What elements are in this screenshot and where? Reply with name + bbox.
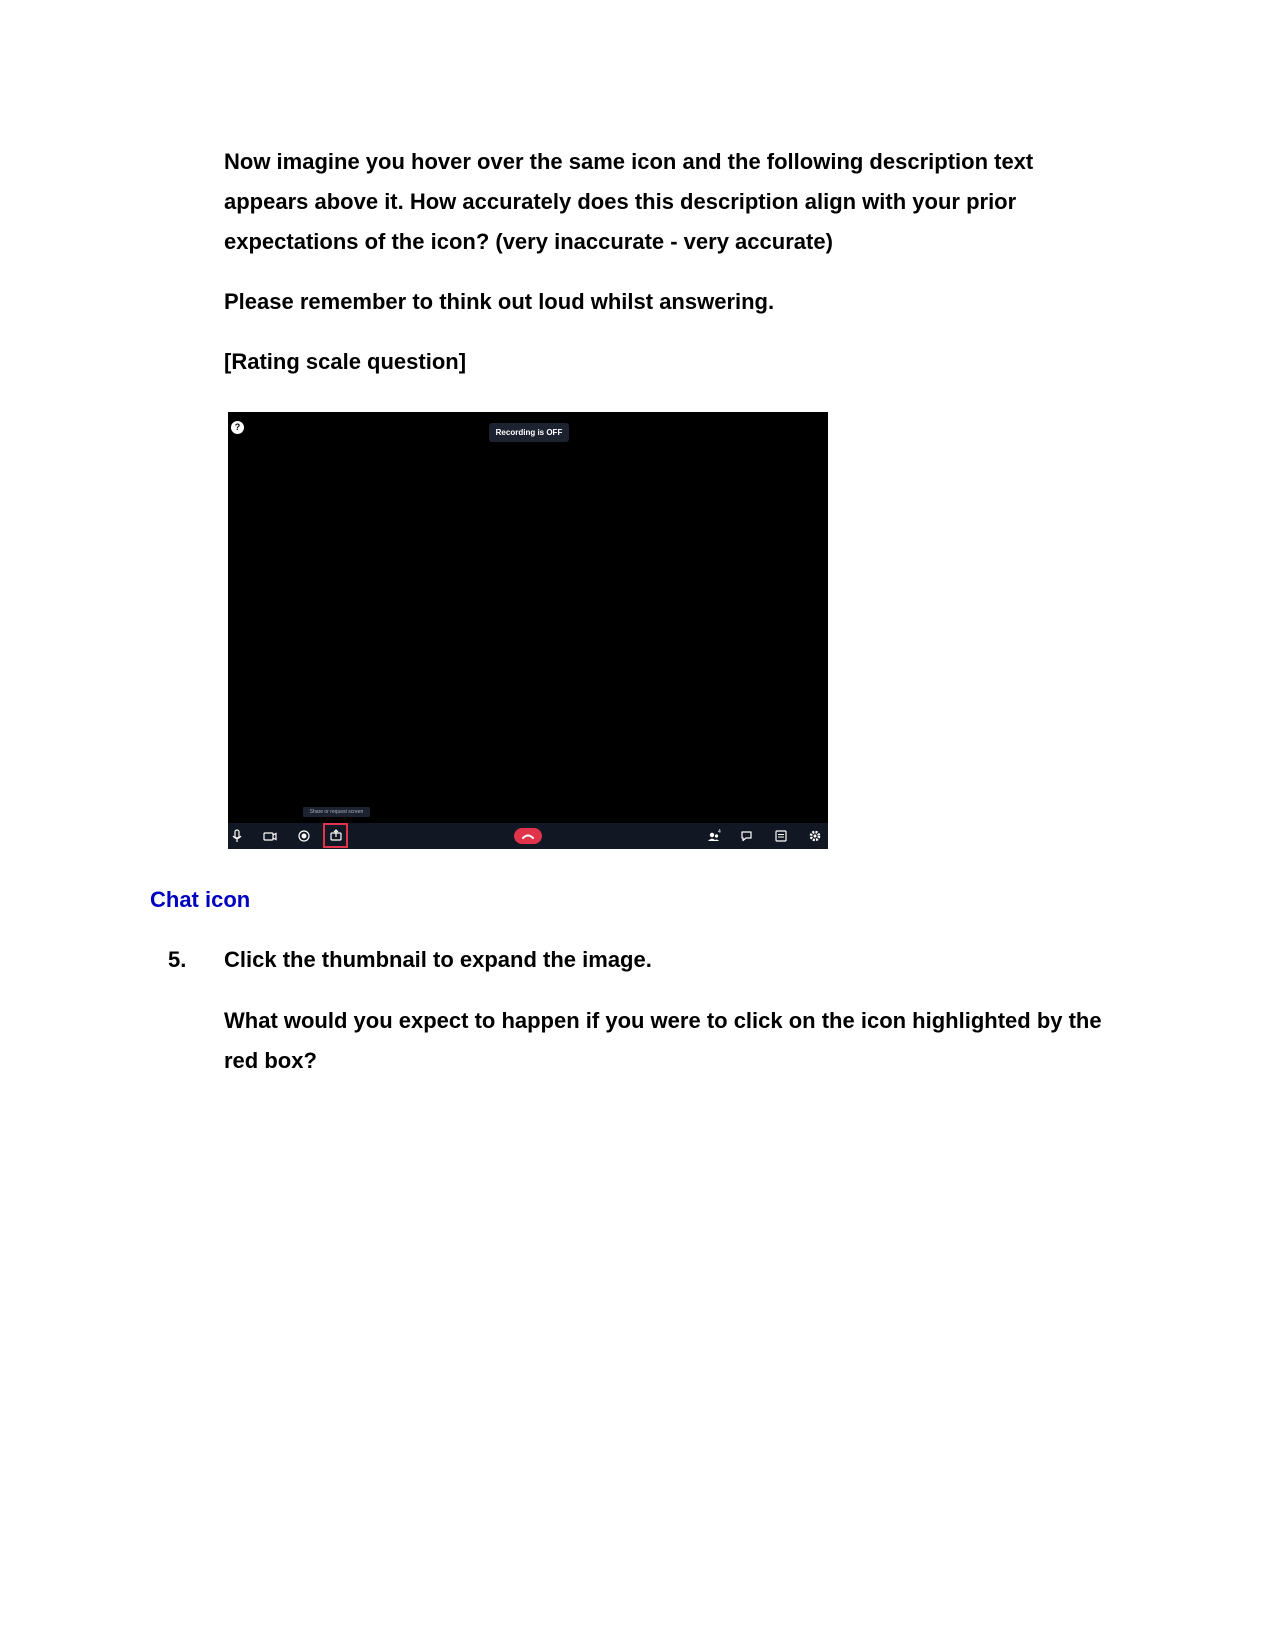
hang-up-icon [514,828,542,844]
hang-up-button [514,828,542,844]
list-number: 5. [168,947,187,972]
record-icon [295,827,313,845]
list-item-text: Click the thumbnail to expand the image. [224,947,652,972]
help-icon: ? [231,421,244,434]
microphone-icon [228,827,246,845]
section-heading: Chat icon [150,887,251,912]
question-intro: Now imagine you hover over the same icon and the following description text appears above it. How accurately does this description align with your prior expectations of the icon? (very inaccurate - very accurate) [224,149,1034,254]
meeting-toolbar [228,823,828,849]
participants-icon [705,827,723,845]
meeting-screenshot-thumbnail[interactable] [228,412,828,849]
settings-icon [806,827,824,845]
recording-status-badge: Recording is OFF [489,423,569,442]
think-aloud-note: Please remember to think out loud whilst answering. [224,289,775,314]
share-screen-tooltip: Share or request screen [303,807,370,817]
camera-icon [261,827,279,845]
chat-icon [738,827,756,845]
svg-text:4: 4 [718,829,721,835]
item-question: What would you expect to happen if you were to click on the icon highlighted by the red box? [224,1008,1102,1073]
question-type: [Rating scale question] [224,349,467,374]
share-screen-icon [327,827,345,845]
notes-icon [772,827,790,845]
